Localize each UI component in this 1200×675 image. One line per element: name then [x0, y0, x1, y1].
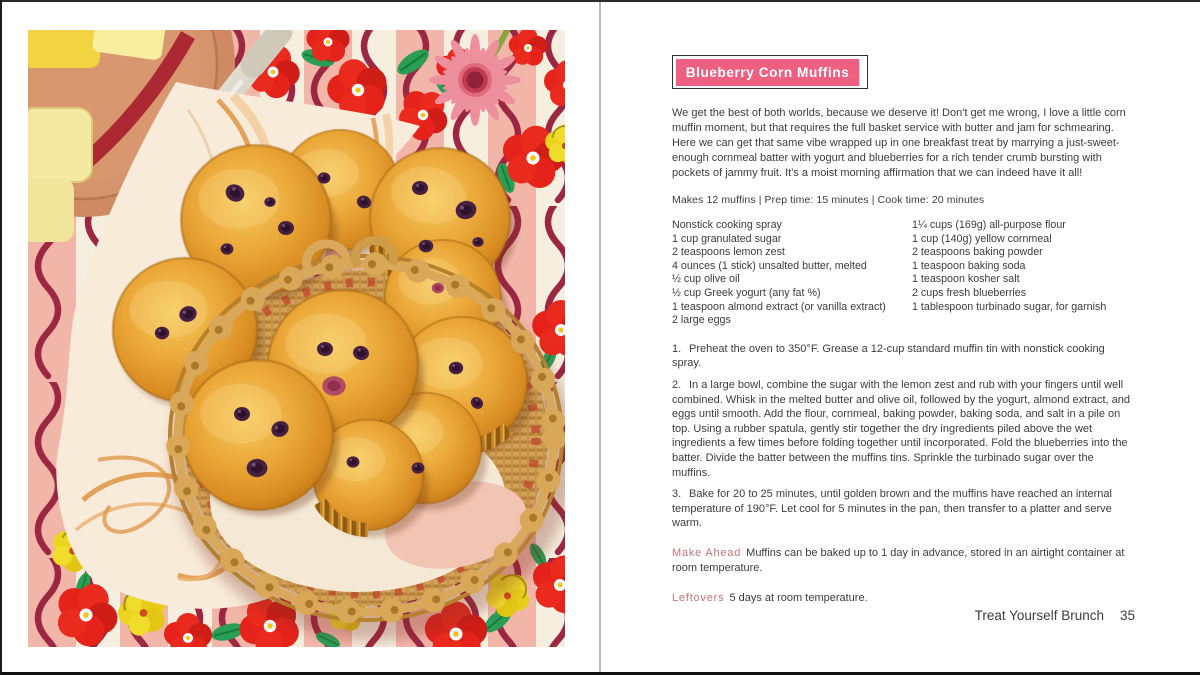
leftovers-text: 5 days at room temperature.	[729, 591, 868, 604]
yield-line: Makes 12 muffins | Prep time: 15 minutes | Cook time: 20 minutes	[672, 194, 985, 206]
page-gutter	[599, 0, 601, 675]
ingredient-item: 1¼ cups (169g) all-purpose flour	[912, 219, 1066, 231]
leftovers-label: Leftovers	[672, 591, 725, 604]
make-ahead-note	[672, 546, 1135, 576]
recipe-photo	[28, 30, 565, 647]
recipe-page	[672, 55, 1135, 617]
recipe-title-box	[672, 55, 868, 89]
ingredient-item: 1 teaspoon kosher salt	[912, 273, 1020, 286]
ingredient-item: 1 tablespoon turbinado sugar, for garnish	[912, 300, 1107, 313]
page-footer	[672, 608, 1135, 623]
chapter-title: Treat Yourself Brunch	[974, 608, 1104, 623]
make-ahead-text: Muffins can be baked up to 1 day in advance, stored in an airtight container at room temperature.	[672, 546, 1125, 574]
step-item	[672, 342, 1135, 371]
page-title: Blueberry Corn Muffins	[676, 59, 859, 86]
intro-paragraph: We get the best of both worlds, because we deserve it! Don't get me wrong, I love a little corn muffin moment, but that requires the full basket service with butter and jam for schmearing. Here we can get that same vibe wrapped up in one breakfast treat by marrying a just-sweet-enough cornmeal batter with yogurt and blueberries for a rich tender crumb bursting with pockets of jammy fruit. It's a moist morning affirmation that we can indeed have it all!	[672, 107, 1126, 179]
ingredient-item: ½ cup olive oil	[672, 273, 740, 286]
ingredients-column-1	[672, 219, 912, 328]
step-number: 3.	[672, 488, 682, 501]
ingredient-item: 2 large eggs	[672, 314, 731, 327]
step-text: Preheat the oven to 350°F. Grease a 12-cup standard muffin tin with nonstick cooking spray.	[672, 342, 1105, 370]
leftovers-note	[672, 591, 1135, 606]
muffin-basket-illustration	[28, 30, 565, 647]
step-number: 1.	[672, 342, 682, 355]
step-text: In a large bowl, combine the sugar with the lemon zest and rub with your fingers until well combined. Whisk in the melted butter and olive oil, followed by the yogurt, almond extract, and eggs until smooth. Add the flour, cornmeal, baking powder, baking soda, and salt in a pile on top. Using a rubber spatula, gently stir together the dry ingredients piled above the wet ingredients a few times before folding together until incorporated. Fold the blueberries into the batter. Divide the batter between the muffins tins. Sprinkle the turbinado sugar over the muffins.	[672, 378, 1130, 479]
ingredient-item: 1 teaspoon almond extract (or vanilla extract)	[672, 300, 886, 313]
ingredient-item: 1 cup (140g) yellow cornmeal	[912, 232, 1052, 245]
ingredient-item: 1 teaspoon baking soda	[912, 259, 1026, 272]
ingredient-item: 4 ounces (1 stick) unsalted butter, melted	[672, 259, 867, 272]
instructions-section	[672, 342, 1135, 531]
step-number: 2.	[672, 378, 682, 391]
page-number: 35	[1119, 608, 1135, 623]
make-ahead-label: Make Ahead	[672, 546, 742, 559]
ingredients-section	[672, 219, 1135, 328]
step-item	[672, 378, 1135, 480]
ingredient-item: 2 teaspoons baking powder	[912, 246, 1043, 259]
ingredient-item: 2 teaspoons lemon zest	[672, 246, 785, 259]
ingredient-item: ½ cup Greek yogurt (any fat %)	[672, 286, 821, 299]
step-item	[672, 487, 1135, 531]
ingredients-column-2	[912, 219, 1135, 328]
step-text: Bake for 20 to 25 minutes, until golden brown and the muffins have reached an internal temperature of 190°F. Let cool for 5 minutes in the pan, then transfer to a platter and serve warm.	[672, 488, 1112, 530]
ingredient-item: 2 cups fresh blueberries	[912, 286, 1027, 299]
ingredient-item: Nonstick cooking spray	[672, 219, 782, 231]
ingredient-item: 1 cup granulated sugar	[672, 232, 782, 245]
